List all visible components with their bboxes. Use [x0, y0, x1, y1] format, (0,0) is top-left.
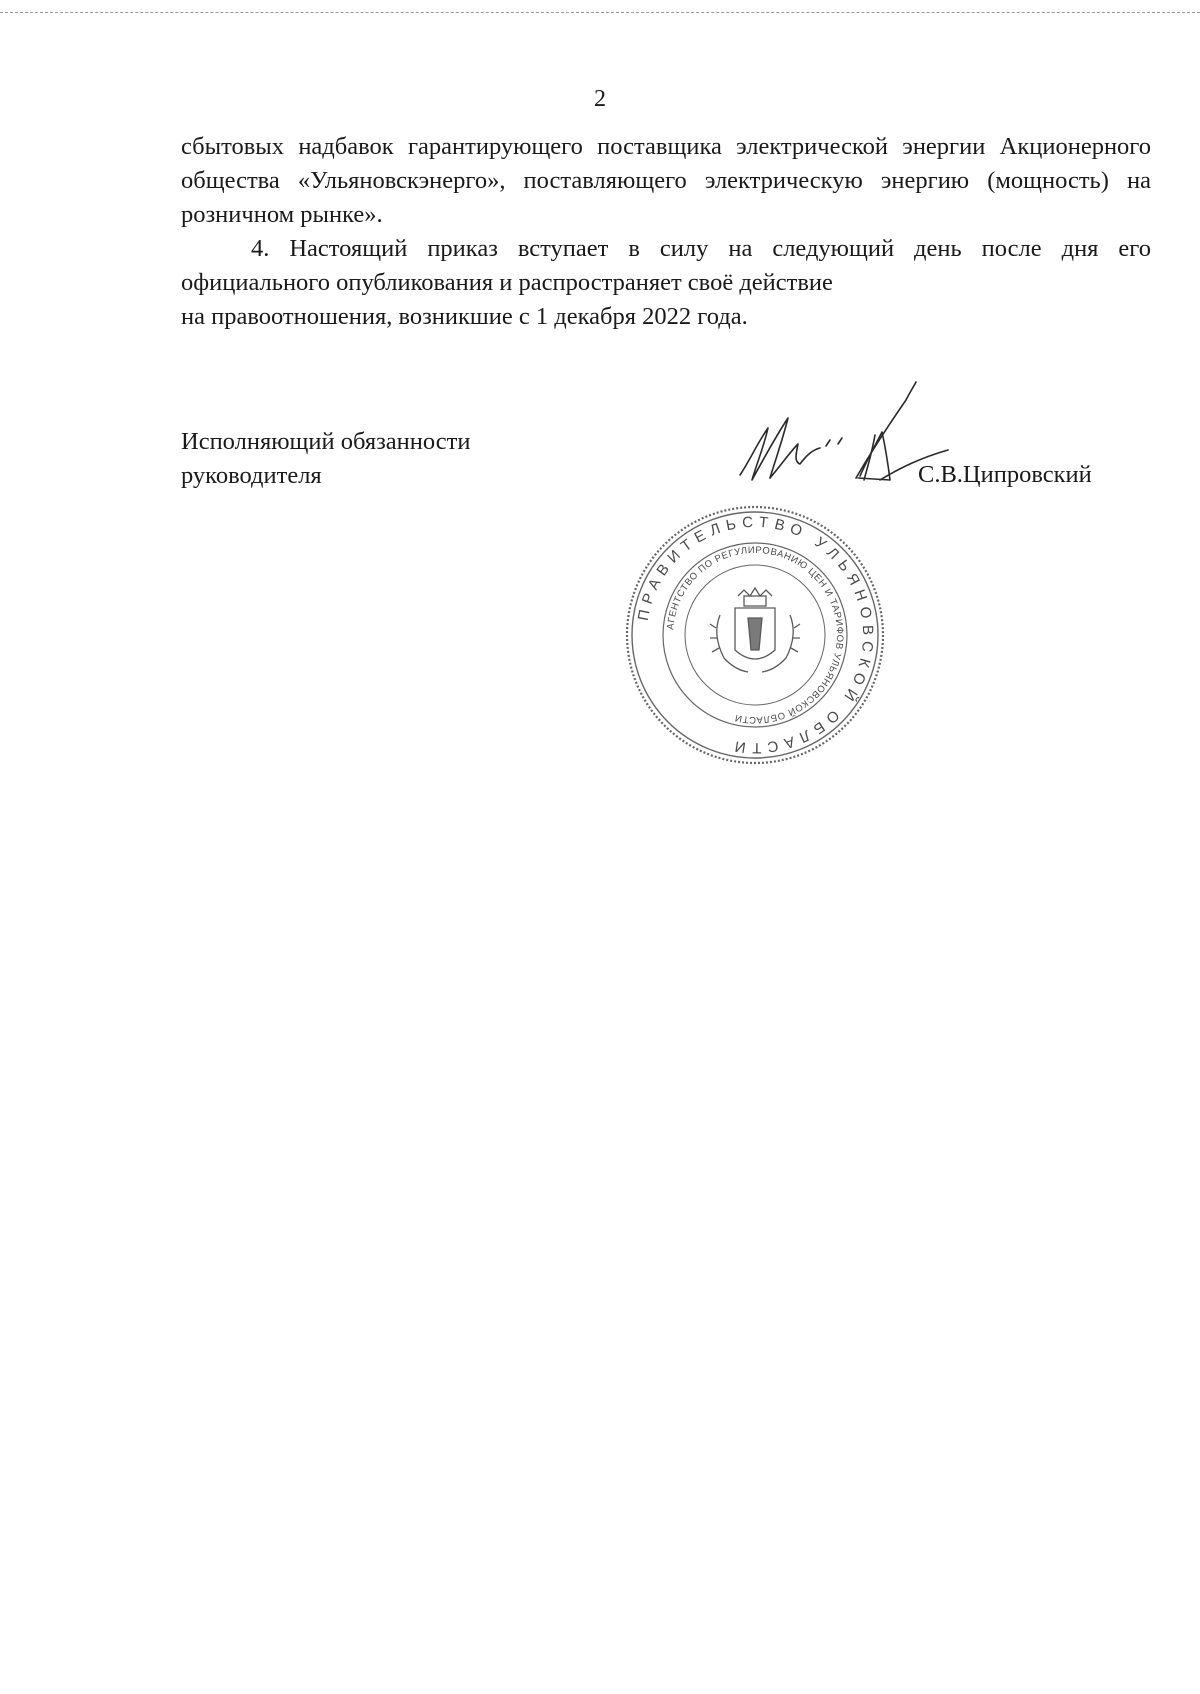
signatory-position-line2: руководителя — [181, 462, 322, 489]
document-body — [181, 130, 1151, 334]
page-number: 2 — [594, 86, 606, 112]
paragraph-4-end: на правоотношения, возникшие с 1 декабря 2022 года. — [181, 303, 748, 330]
signatory-position-line1: Исполняющий обязанности — [181, 428, 471, 455]
seal-inner-text: АГЕНТСТВО ПО РЕГУЛИРОВАНИЮ ЦЕН И ТАРИФОВ УЛЬЯНОВСКОЙ ОБЛАСТИ — [665, 544, 846, 726]
paragraph-4 — [181, 232, 1151, 300]
paragraph-continuation: сбытовых надбавок гарантирующего поставщика электрической энергии Акционерного общества «Ульяновскэнерго», поставляющего электрическую энергию (мощность) на розничном рынке». — [181, 133, 1151, 228]
handwritten-signature — [730, 380, 970, 530]
coat-of-arms-icon — [710, 588, 800, 672]
top-edge-rule — [0, 12, 1200, 13]
paragraph-4-main: 4. Настоящий приказ вступает в силу на следующий день после дня его официального опубликования и распространяет своё действие — [181, 235, 1151, 296]
signatory-position — [181, 425, 470, 493]
official-seal — [620, 500, 890, 770]
signatory-name: С.В.Ципровский — [918, 461, 1092, 488]
seal-outer-text: ПРАВИТЕЛЬСТВО УЛЬЯНОВСКОЙ ОБЛАСТИ — [634, 513, 877, 757]
